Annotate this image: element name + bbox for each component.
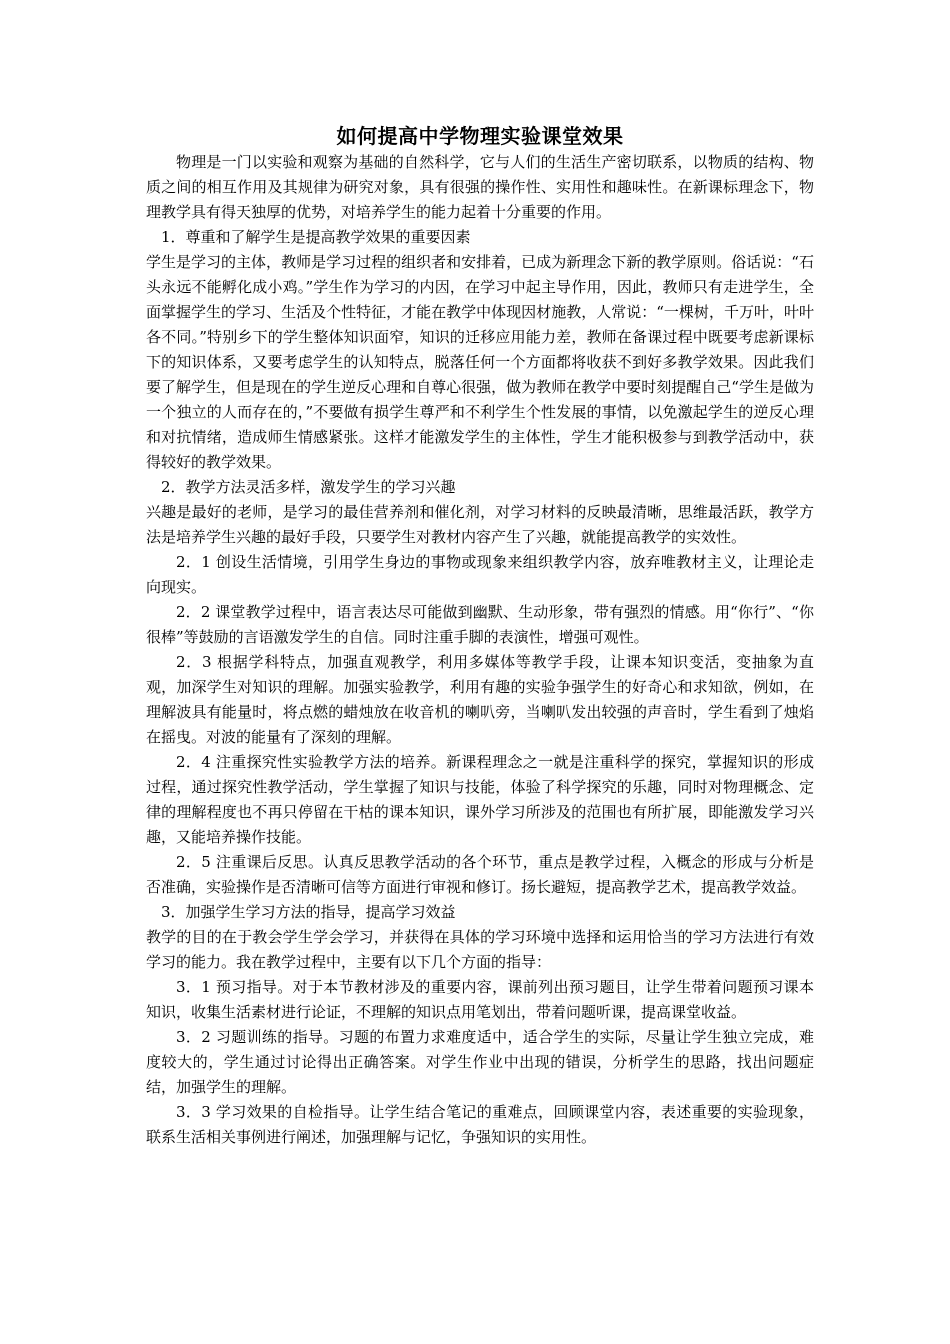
subsection-2-3: 2．3 根据学科特点，加强直观教学，利用多媒体等教学手段，让课本知识变活，变抽象为直观，加深学生对知识的理解。加强实验教学，利用有趣的实验争强学生的好奇心和求知欲，例如，在理解波具有能量时，将点燃的蜡烛放在收音机的喇叭旁，当喇叭发出较强的声音时，学生看到了烛焰在摇曳。对波的能量有了深刻的理解。: [146, 653, 814, 746]
document-page: [146, 122, 814, 1150]
section-1-paragraph: 学生是学习的主体，教师是学习过程的组织者和安排着，已成为新理念下新的教学原则。俗话说：“石头永远不能孵化成小鸡。”学生作为学习的内因，在学习中起主导作用，因此，教师只有走进学生，全面掌握学生的学习、生活及个性特征，才能在教学中体现因材施教，人常说：“一棵树，千万叶，叶叶各不同。”特别乡下的学生整体知识面窄，知识的迁移应用能力差，教师在备课过程中既要考虑新课标下的知识体系，又要考虑学生的认知特点，脱落任何一个方面都将收获不到好多教学效果。因此我们要了解学生，但是现在的学生逆反心理和自尊心很强，做为教师在教学中要时刻提醒自己“学生是做为一个独立的人而存在的，”不要做有损学生尊严和不利学生个性发展的事情，以免激起学生的逆反心理和对抗情绪，造成师生情感紧张。这样才能激发学生的主体性，学生才能积极参与到教学活动中，获得较好的教学效果。: [146, 253, 814, 471]
section-heading-2: 2．教学方法灵活多样，激发学生的学习兴趣: [161, 478, 456, 496]
subsection-3-2: 3．2 习题训练的指导。习题的布置力求难度适中，适合学生的实际，尽量让学生独立完成，难度较大的，学生通过讨论得出正确答案。对学生作业中出现的错误，分析学生的思路，找出问题症结，加强学生的理解。: [146, 1028, 814, 1096]
intro-paragraph: 物理是一门以实验和观察为基础的自然科学，它与人们的生活生产密切联系，以物质的结构、物质之间的相互作用及其规律为研究对象，具有很强的操作性、实用性和趣味性。在新课标理念下，物理教学具有得天独厚的优势，对培养学生的能力起着十分重要的作用。: [146, 153, 814, 221]
subsection-2-1: 2．1 创设生活情境，引用学生身边的事物或现象来组织教学内容，放弃唯教材主义，让理论走向现实。: [146, 553, 814, 596]
document-title: 如何提高中学物理实验课堂效果: [336, 124, 624, 148]
section-2-paragraph: 兴趣是最好的老师，是学习的最佳营养剂和催化剂，对学习材料的反映最清晰，思维最活跃，教学方法是培养学生兴趣的最好手段，只要学生对教材内容产生了兴趣，就能提高教学的实效性。: [146, 503, 814, 546]
subsection-3-3: 3．3 学习效果的自检指导。让学生结合笔记的重难点，回顾课堂内容，表述重要的实验现象，联系生活相关事例进行阐述，加强理解与记忆，争强知识的实用性。: [146, 1103, 814, 1146]
subsection-2-4: 2．4 注重探究性实验教学方法的培养。新课程理念之一就是注重科学的探究，掌握知识的形成过程，通过探究性教学活动，学生掌握了知识与技能，体验了科学探究的乐趣，同时对物理概念、定律的理解程度也不再只停留在干枯的课本知识，课外学习所涉及的范围也有所扩展，即能激发学习兴趣，又能培养操作技能。: [146, 753, 814, 846]
subsection-2-2: 2．2 课堂教学过程中，语言表达尽可能做到幽默、生动形象，带有强烈的情感。用“你行”、“你很棒”等鼓励的言语激发学生的自信。同时注重手脚的表演性，增强可观性。: [146, 603, 814, 646]
section-heading-3: 3．加强学生学习方法的指导，提高学习效益: [161, 903, 456, 921]
section-heading-1: 1．尊重和了解学生是提高教学效果的重要因素: [161, 228, 471, 246]
subsection-3-1: 3．1 预习指导。对于本节教材涉及的重要内容，课前列出预习题目，让学生带着问题预习课本知识，收集生活素材进行论证，不理解的知识点用笔划出，带着问题听课，提高课堂收益。: [146, 978, 814, 1021]
subsection-2-5: 2．5 注重课后反思。认真反思教学活动的各个环节，重点是教学过程，入概念的形成与分析是否准确，实验操作是否清晰可信等方面进行审视和修订。扬长避短，提高教学艺术，提高教学效益。: [146, 853, 814, 896]
section-3-paragraph: 教学的目的在于教会学生学会学习，并获得在具体的学习环境中选择和运用恰当的学习方法进行有效学习的能力。我在教学过程中，主要有以下几个方面的指导：: [146, 928, 814, 971]
